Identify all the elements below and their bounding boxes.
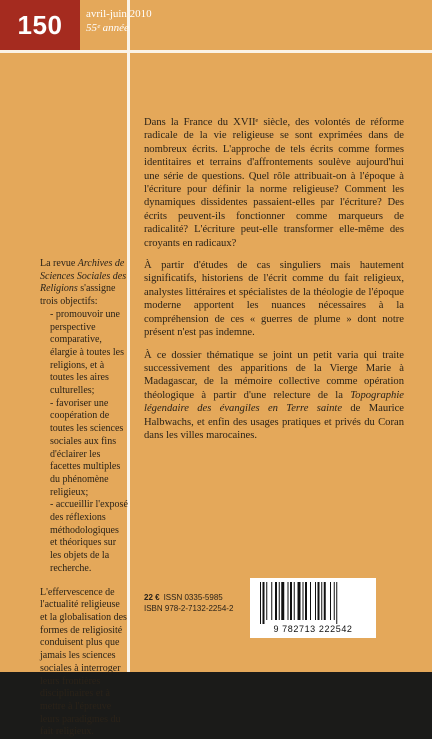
main-text: [144, 116, 404, 451]
issue-number: 150: [17, 9, 63, 40]
barcode-bar: [305, 582, 307, 620]
barcode-bars: [258, 582, 368, 624]
barcode-bar: [321, 582, 322, 620]
issue-period: avril-juin 2010: [86, 8, 152, 20]
barcode-number: 9 782713 222542: [273, 624, 353, 634]
barcode-bar: [310, 582, 311, 620]
main-paragraph-2: À partir d'études de cas singuliers mais hautement significatifs, historiens de l'écrit comme du fait religieux, analystes littéraires et spécialistes de la théologie de l'époque moderne apportent les nuances nécessaires à la compréhension de ces « guerres de plume » dont notre présent n'est pas indemne.: [144, 260, 404, 339]
horizontal-rule: [0, 50, 432, 53]
barcode-bar: [318, 582, 320, 620]
objective-item: - favoriser une coopération de toutes les sciences sociales aux fins d'éclairer les facettes multiples du phénomène religieux;: [50, 397, 124, 498]
barcode-bar: [324, 582, 326, 620]
barcode-bar: [336, 582, 337, 624]
book-title: Topographie légendaire des évangiles en Terre sainte: [144, 389, 404, 415]
issn: ISSN 0335-5985: [163, 593, 223, 602]
barcode-bar: [315, 582, 316, 620]
main-paragraph-1: Dans la France du XVIIᵉ siècle, des volontés de réforme radicale de la vie religieuse se sont exprimées dans de nombreux écrits. L'approche de tels écrits comme formes identitaires et terrains d'affrontements soulève aujourd'hui une série de questions. Quel rôle attribuait-on à l'époque à l'écriture pour définir la norme religieuse? Comment les dynamiques dissidentes passaient-elles par l'écriture? Des écrits peuvent-ils fonctionner comme marqueurs de radicalité? L'écriture peut-elle transformer elle-même des croyants en radicaux?: [144, 117, 404, 249]
barcode-bar: [279, 582, 280, 620]
main-paragraph-3: À ce dossier thématique se joint un petit varia qui traite successivement des apparitions de la Vierge Marie à Madagascar, de la mémoire collective comme opération théologique à partir d'une relecture de la Topographie légendaire des évangiles en Terre sainte de Maurice Halbwachs, et enfin des usages pratiques et privés du Coran dans les villes marocaines.: [144, 349, 404, 441]
objective-item: - accueillir l'exposé des réflexions méthodologiques et théoriques sur les objets de la recherche.: [50, 499, 128, 574]
barcode-bar: [260, 582, 261, 624]
barcode-bar: [294, 582, 295, 620]
isbn: ISBN 978-2-7132-2254-2: [144, 604, 234, 613]
barcode-bar: [290, 582, 292, 620]
price: 22 €: [144, 593, 160, 602]
barcode: [250, 578, 376, 638]
sidebar-closing: L'effervescence de l'actualité religieuse et la globalisation des formes de religiosité conduisent plus que jamais les sciences sociales à interroger leurs frontières disciplinaires et à mettre à l'épreuve leurs paradigmes du fait religieux.: [40, 586, 127, 738]
sidebar-intro: La revue Archives de Sciences Sociales des Religions s'assigne trois objectifs:: [40, 258, 127, 308]
barcode-bar: [275, 582, 277, 620]
journal-title: Archives de Sciences Sociales des Religions: [40, 258, 127, 295]
price-block: [144, 592, 233, 614]
barcode-bar: [303, 582, 304, 620]
barcode-bar: [330, 582, 331, 620]
barcode-bar: [271, 582, 272, 620]
issue-year: 55ᵉ année: [86, 22, 129, 34]
objective-item: - promouvoir une perspective comparative, élargie à toutes les religions, et à toutes les aires culturelles;: [50, 308, 124, 397]
barcode-bar: [288, 582, 289, 620]
issue-meta: [86, 7, 152, 35]
barcode-bar: [281, 582, 284, 620]
barcode-bar: [334, 582, 335, 620]
barcode-bar: [266, 582, 267, 620]
sidebar-text: [40, 258, 128, 739]
barcode-bar: [298, 582, 301, 620]
issue-badge: [0, 0, 80, 50]
barcode-bar: [263, 582, 265, 624]
objectives-list: [40, 309, 128, 576]
